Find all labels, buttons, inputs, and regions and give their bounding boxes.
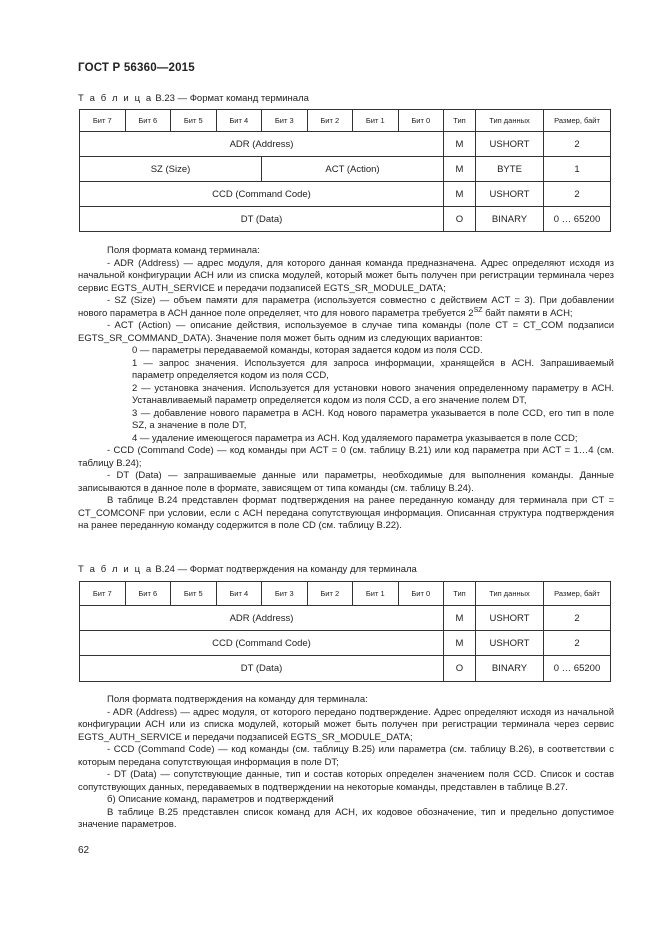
header-cell: Тип данных bbox=[476, 110, 544, 132]
field-cell: SZ (Size) bbox=[80, 157, 262, 182]
table-row bbox=[80, 656, 611, 682]
paragraph: б) Описание команд, параметров и подтверждений bbox=[107, 794, 334, 805]
data-type-cell: BINARY bbox=[476, 656, 544, 682]
caption-title: В.23 — Формат команд терминала bbox=[152, 93, 309, 104]
confirmation-fields-description bbox=[78, 694, 614, 832]
field-cell: ADR (Address) bbox=[80, 132, 444, 157]
paragraph: - CCD (Command Code) — код команды (см. таблицу В.25) или параметра (см. таблицу В.26), в соответствии с которым передана сопутствующая информация в поле DT; bbox=[78, 744, 614, 768]
header-cell: Бит 7 bbox=[80, 110, 126, 132]
header-cell: Тип bbox=[444, 110, 476, 132]
data-type-cell: BYTE bbox=[476, 157, 544, 182]
paragraph: В таблице В.25 представлен список команд для АСН, их кодовое обозначение, тип и предельно допустимое значение параметров. bbox=[78, 806, 614, 830]
table-row bbox=[80, 207, 611, 232]
data-type-cell: USHORT bbox=[476, 606, 544, 631]
field-cell: DT (Data) bbox=[80, 656, 444, 682]
field-cell: DT (Data) bbox=[80, 207, 444, 232]
table-row bbox=[80, 606, 611, 631]
table-header-row bbox=[80, 582, 611, 606]
table-row bbox=[80, 182, 611, 207]
type-cell: O bbox=[444, 207, 476, 232]
type-cell: M bbox=[444, 157, 476, 182]
header-cell: Бит 6 bbox=[125, 110, 171, 132]
paragraph: - DT (Data) — сопутствующие данные, тип и состав которых определен значением поля CCD. Список и состав сопутствующих данных, передаваемых в подтверждении на некоторые команды, представлен в таблице В.27. bbox=[78, 769, 614, 793]
table-row bbox=[80, 157, 611, 182]
list-item: 2 — установка значения. Используется для установки нового значения определенному параметру в АСН. Устанавливаемый параметр определяется кодом из поля CCD, а его значение полем DT, bbox=[132, 382, 614, 406]
size-cell: 2 bbox=[544, 182, 611, 207]
header-cell: Бит 0 bbox=[398, 582, 444, 606]
size-cell: 0 … 65200 bbox=[544, 656, 611, 682]
paragraph bbox=[78, 295, 614, 320]
header-cell: Тип данных bbox=[476, 582, 544, 606]
paragraph: Поля формата подтверждения на команду для терминала: bbox=[107, 694, 368, 705]
field-cell: CCD (Command Code) bbox=[80, 631, 444, 656]
table-caption bbox=[78, 93, 309, 104]
caption-title: В.24 — Формат подтверждения на команду для терминала bbox=[152, 564, 417, 575]
size-cell: 2 bbox=[544, 631, 611, 656]
size-cell: 0 … 65200 bbox=[544, 207, 611, 232]
paragraph: - ACT (Action) — описание действия, используемое в случае типа команды (поле CT = CT_COM подзаписи EGTS_SR_COMMAND_DATA). Значение поля может быть одним из следующих вариантов: bbox=[78, 320, 614, 344]
header-cell: Размер, байт bbox=[544, 110, 611, 132]
header-cell: Бит 3 bbox=[262, 110, 308, 132]
type-cell: M bbox=[444, 631, 476, 656]
superscript: SZ bbox=[473, 306, 483, 314]
header-cell: Бит 4 bbox=[216, 110, 262, 132]
header-cell: Бит 6 bbox=[125, 582, 171, 606]
field-cell: ACT (Action) bbox=[262, 157, 444, 182]
paragraph: - ADR (Address) — адрес модуля, для которого данная команда предназначена. Адрес определяют исходя из начальной конфигурации АСН или из списка модулей, который может быть получен при регистрации терминала через сервис EGTS_AUTH_SERVICE и передачи подзаписей EGTS_SR_MODULE_DATA; bbox=[78, 257, 614, 294]
header-cell: Бит 2 bbox=[307, 582, 353, 606]
page-number: 62 bbox=[78, 845, 90, 856]
header-cell: Бит 1 bbox=[353, 110, 399, 132]
table-header-row bbox=[80, 110, 611, 132]
type-cell: M bbox=[444, 132, 476, 157]
header-cell: Бит 1 bbox=[353, 582, 399, 606]
list-item: 4 — удаление имеющегося параметра из АСН. Код удаляемого параметра указывается в поле CCD; bbox=[132, 432, 578, 444]
header-cell: Бит 3 bbox=[262, 582, 308, 606]
field-cell: CCD (Command Code) bbox=[80, 182, 444, 207]
field-cell: ADR (Address) bbox=[80, 606, 444, 631]
table-row bbox=[80, 631, 611, 656]
paragraph: - ADR (Address) — адрес модуля, от которого передано подтверждение. Адрес определяют исходя из начальной конфигурации АСН или из списка модулей, который может быть получен при регистрации терминала через сервис EGTS_AUTH_SERVICE и передачи подзаписей EGTS_SR_MODULE_DATA; bbox=[78, 706, 614, 743]
table-caption bbox=[78, 564, 417, 575]
confirmation-format-table bbox=[79, 581, 611, 682]
command-fields-description bbox=[78, 245, 614, 533]
type-cell: M bbox=[444, 182, 476, 207]
header-cell: Бит 0 bbox=[398, 110, 444, 132]
data-type-cell: USHORT bbox=[476, 631, 544, 656]
header-cell: Бит 7 bbox=[80, 582, 126, 606]
header-cell: Бит 2 bbox=[307, 110, 353, 132]
header-cell: Бит 5 bbox=[171, 582, 217, 606]
data-type-cell: BINARY bbox=[476, 207, 544, 232]
paragraph: Поля формата команд терминала: bbox=[107, 245, 260, 256]
type-cell: O bbox=[444, 656, 476, 682]
text-fragment: байт памяти в АСН; bbox=[482, 307, 573, 319]
data-type-cell: USHORT bbox=[476, 132, 544, 157]
type-cell: M bbox=[444, 606, 476, 631]
document-header: ГОСТ Р 56360—2015 bbox=[78, 62, 195, 74]
caption-prefix: Т а б л и ц а bbox=[78, 93, 153, 104]
paragraph: - CCD (Command Code) — код команды при ACT = 0 (см. таблицу В.21) или код параметра при ACT = 1…4 (см. таблицу В.24); bbox=[78, 445, 614, 469]
header-cell: Размер, байт bbox=[544, 582, 611, 606]
caption-prefix: Т а б л и ц а bbox=[78, 564, 153, 575]
size-cell: 2 bbox=[544, 132, 611, 157]
data-type-cell: USHORT bbox=[476, 182, 544, 207]
size-cell: 2 bbox=[544, 606, 611, 631]
list-item: 3 — добавление нового параметра в АСН. Код нового параметра указывается в поле CCD, его тип в поле SZ, а значение в поле DT, bbox=[132, 407, 614, 431]
size-cell: 1 bbox=[544, 157, 611, 182]
paragraph: В таблице В.24 представлен формат подтверждения на ранее переданную команду для терминала при CT = CT_COMCONF при условии, если с АСН передана сопутствующая информация. Описанная структура подтверждения на ранее переданную команду содержится в поле CD (см. таблицу В.22). bbox=[78, 495, 614, 531]
header-cell: Бит 5 bbox=[171, 110, 217, 132]
paragraph: - DT (Data) — запрашиваемые данные или параметры, необходимые для выполнения команды. Данные записываются в данное поле в формате, зависящем от типа команды (см. таблицу В.24). bbox=[78, 470, 614, 494]
header-cell: Бит 4 bbox=[216, 582, 262, 606]
text-fragment: - SZ (Size) — объем памяти для параметра (используется совместно с действием ACT = 3). При добавлении нового параметра в АСН данное поле определяет, что для нового параметра требуется 2 bbox=[78, 295, 614, 319]
table-row bbox=[80, 132, 611, 157]
list-item: 1 — запрос значения. Используется для запроса информации, хранящейся в АСН. Запрашиваемый параметр определяется кодом из поля CCD, bbox=[132, 357, 614, 381]
command-format-table bbox=[79, 109, 611, 232]
header-cell: Тип bbox=[444, 582, 476, 606]
list-item: 0 — параметры передаваемой команды, которая задается кодом из поля CCD. bbox=[132, 345, 483, 356]
